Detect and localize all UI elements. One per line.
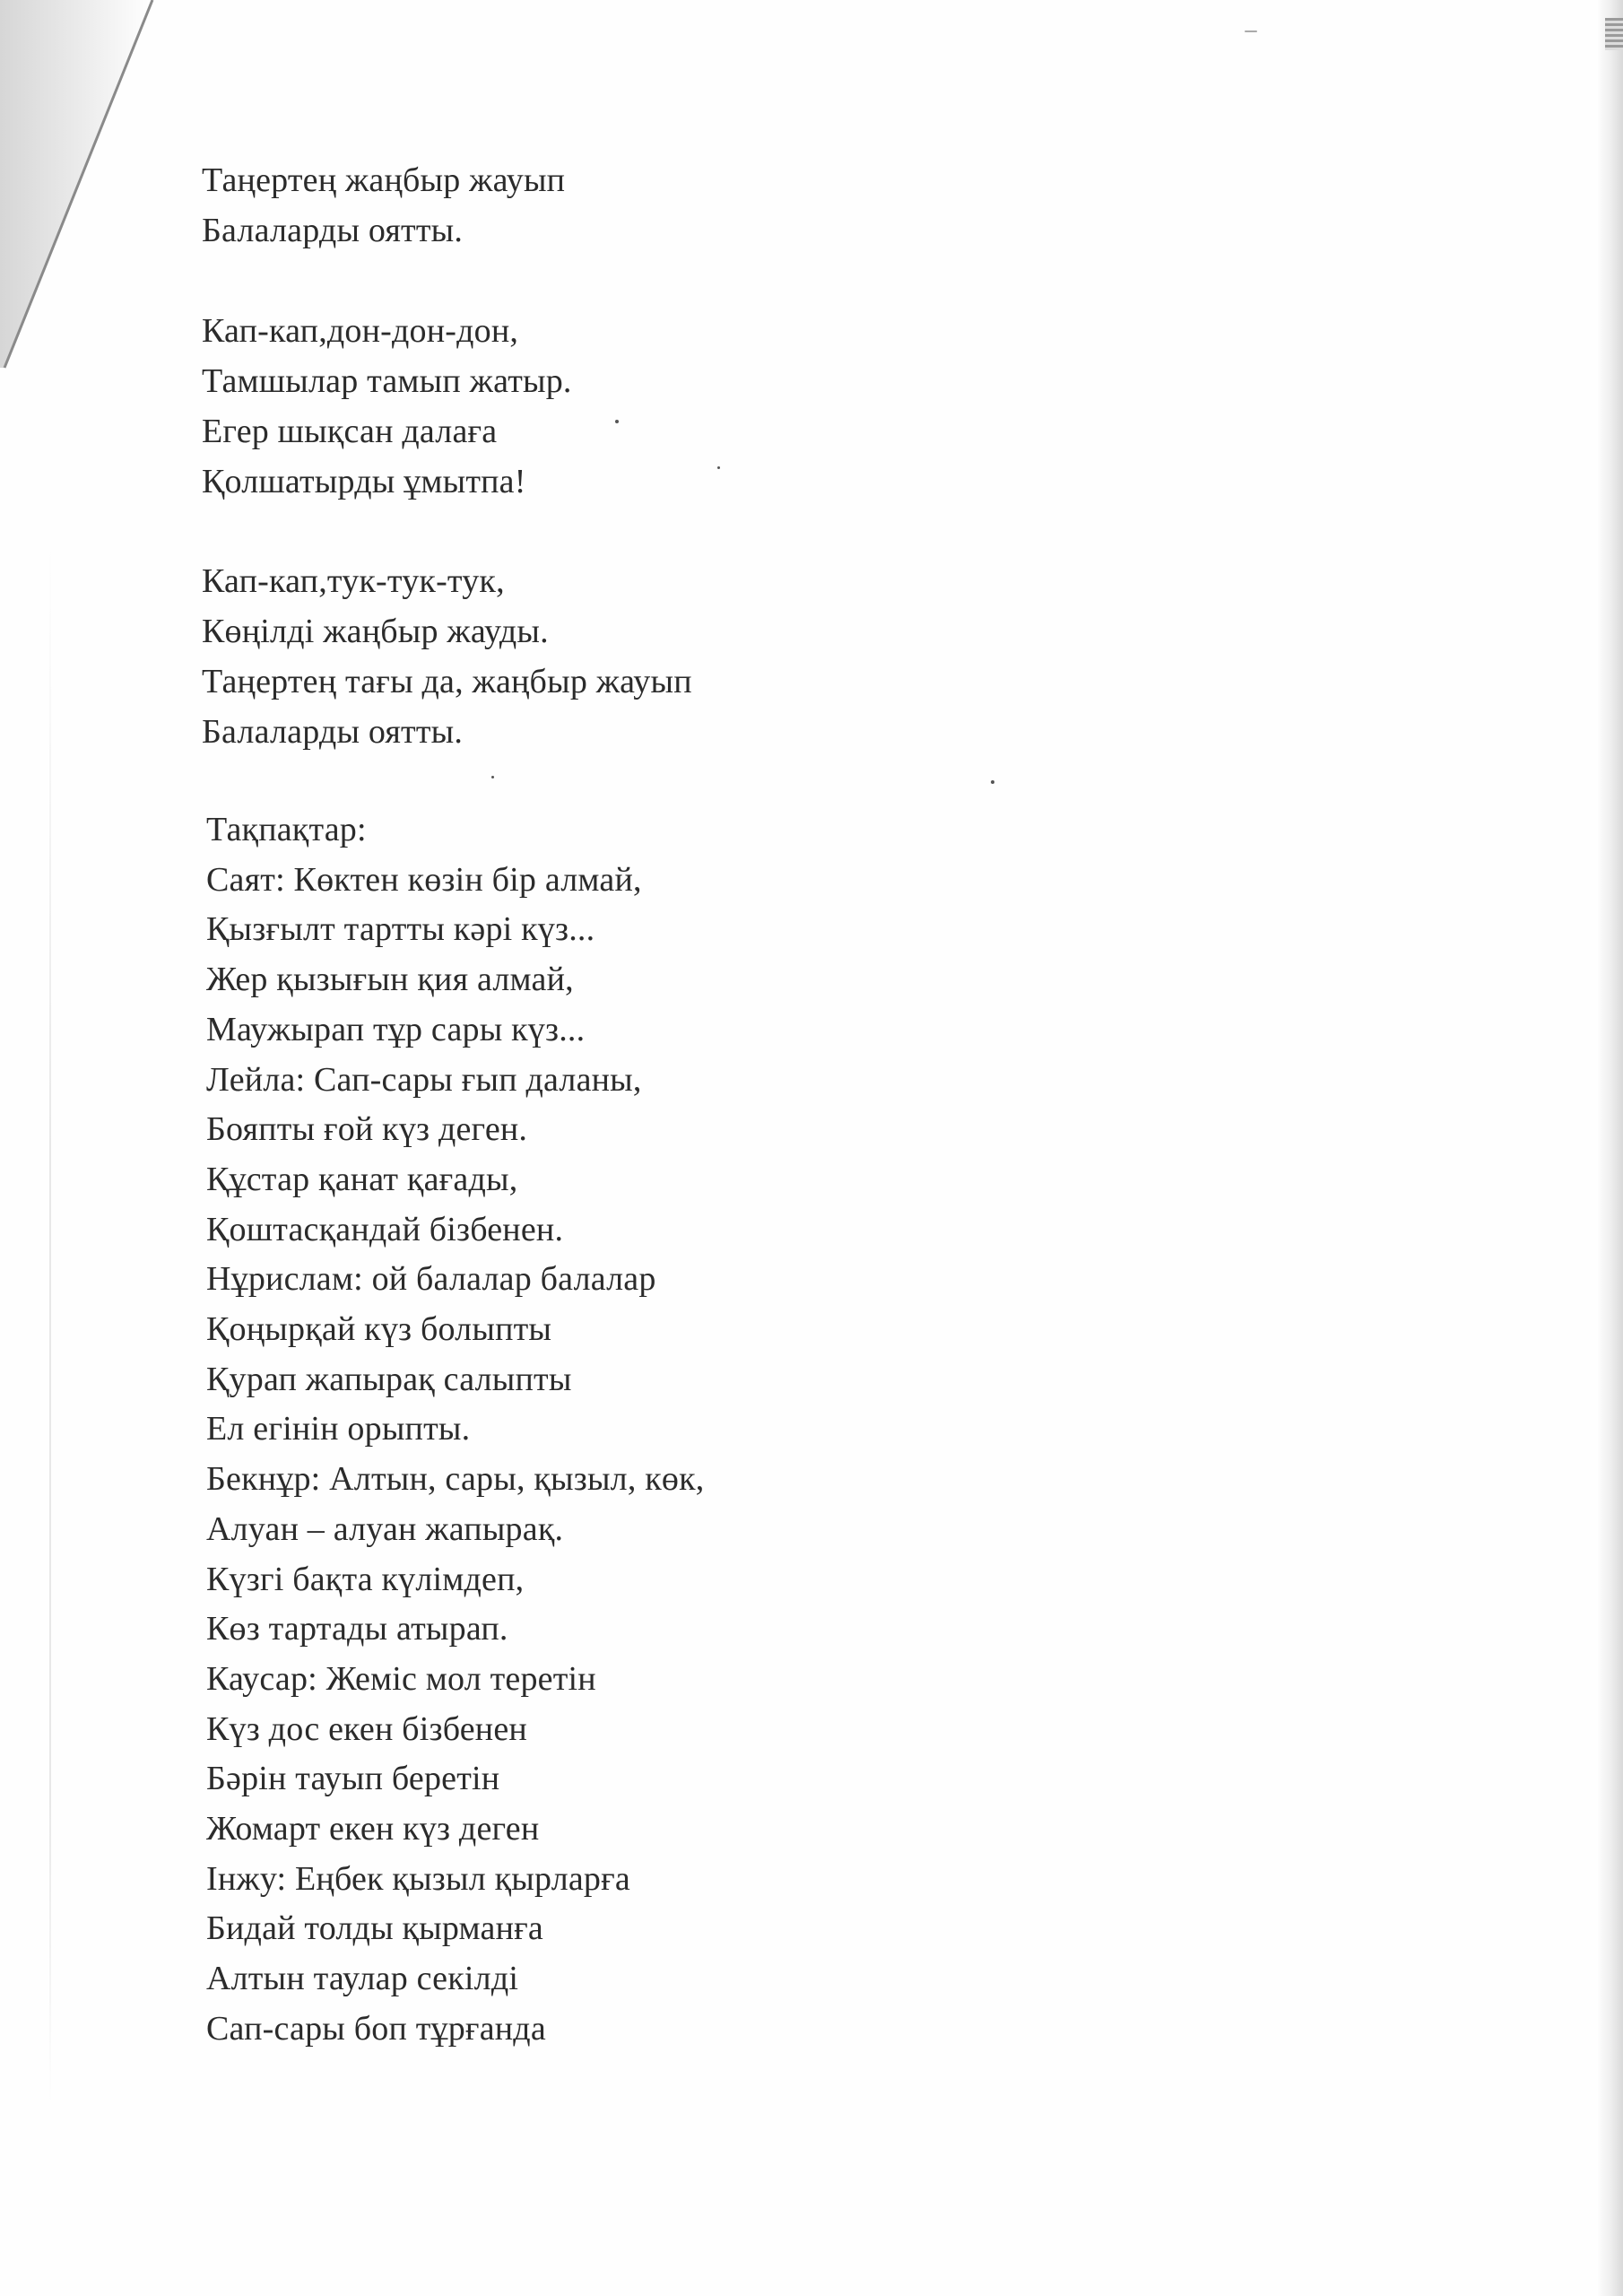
poem-stanza-3 [202, 556, 692, 757]
poem-line: Бояпты ғой күз деген. [206, 1110, 528, 1149]
poem-line: Таңертең жаңбыр жауып [202, 161, 566, 199]
scan-speck [491, 776, 494, 778]
poem-line: Тамшылар тамып жатыр. [202, 362, 572, 400]
section-heading: Тақпақтар: [206, 811, 367, 848]
poem-line: Алтын таулар секілді [206, 1960, 519, 1998]
folded-corner-shadow [0, 0, 161, 377]
poem-line: Қоңырқай күз болыпты [206, 1310, 552, 1349]
poem-line: Таңертең тағы да, жаңбыр жауып [202, 663, 692, 700]
poem-line: Көз тартады атырап. [206, 1610, 508, 1648]
poem-line: Бидай толды қырманға [206, 1909, 543, 1948]
poem-line: Қурап жапырақ салыпты [206, 1360, 572, 1398]
poem-line: Қызғылт тартты кәрі күз... [206, 910, 595, 949]
scan-speck [1245, 30, 1257, 32]
poem-line: Бәрін тауып беретін [206, 1760, 500, 1798]
poem-line: Саят: Көктен көзін бір алмай, [206, 860, 642, 899]
poem-stanza-2 [202, 306, 572, 507]
poem-line: Кап-кап,дон-дон-дон, [202, 312, 519, 350]
poem-line: Інжу: Еңбек қызыл қырларға [206, 1859, 630, 1898]
poem-line: Қоштасқандай бізбенен. [206, 1210, 564, 1248]
scan-right-edge [1596, 0, 1623, 2296]
poem-line: Каусар: Жеміс мол теретін [206, 1659, 596, 1698]
poem-line: Жомарт екен күз деген [206, 1810, 540, 1848]
scan-speck [717, 466, 720, 469]
scan-edge-mark [1605, 18, 1623, 50]
poem-line: Күзгі бақта күлімдеп, [206, 1560, 525, 1598]
poem-line: Бекнұр: Алтын, сары, қызыл, көк, [206, 1460, 705, 1499]
poem-line: Балаларды оятты. [202, 713, 464, 751]
poem-line: Құстар қанат қағады, [206, 1160, 518, 1198]
poem-line: Егер шықсан далаға [202, 413, 498, 450]
scan-left-edge [49, 538, 51, 2108]
poem-line: Балаларды оятты. [202, 212, 464, 249]
poem-line: Маужырап тұр сары күз... [206, 1010, 586, 1048]
poem-line: Қолшатырды ұмытпа! [202, 463, 526, 500]
poem-line: Ел егінін орыпты. [206, 1410, 471, 1448]
poem-line: Кап-кап,тук-тук-тук, [202, 562, 505, 600]
scan-speck [991, 780, 994, 784]
poem-line: Көңілді жаңбыр жауды. [202, 613, 549, 650]
poem-line: Нұрислам: ой балалар балалар [206, 1260, 656, 1299]
poem-line: Жер қызығын қия алмай, [206, 961, 574, 999]
poem-stanza-1 [202, 155, 565, 256]
poem-line: Алуан – алуан жапырақ. [206, 1509, 564, 1548]
poem-line: Күз дос екен бізбенен [206, 1709, 527, 1748]
poem-line: Сап-сары боп тұрғанда [206, 2009, 546, 2048]
poem-stanza-4-takpaktar [206, 805, 704, 2055]
scan-speck [615, 420, 619, 423]
poem-line: Лейла: Сап-сары ғып даланы, [206, 1060, 642, 1099]
